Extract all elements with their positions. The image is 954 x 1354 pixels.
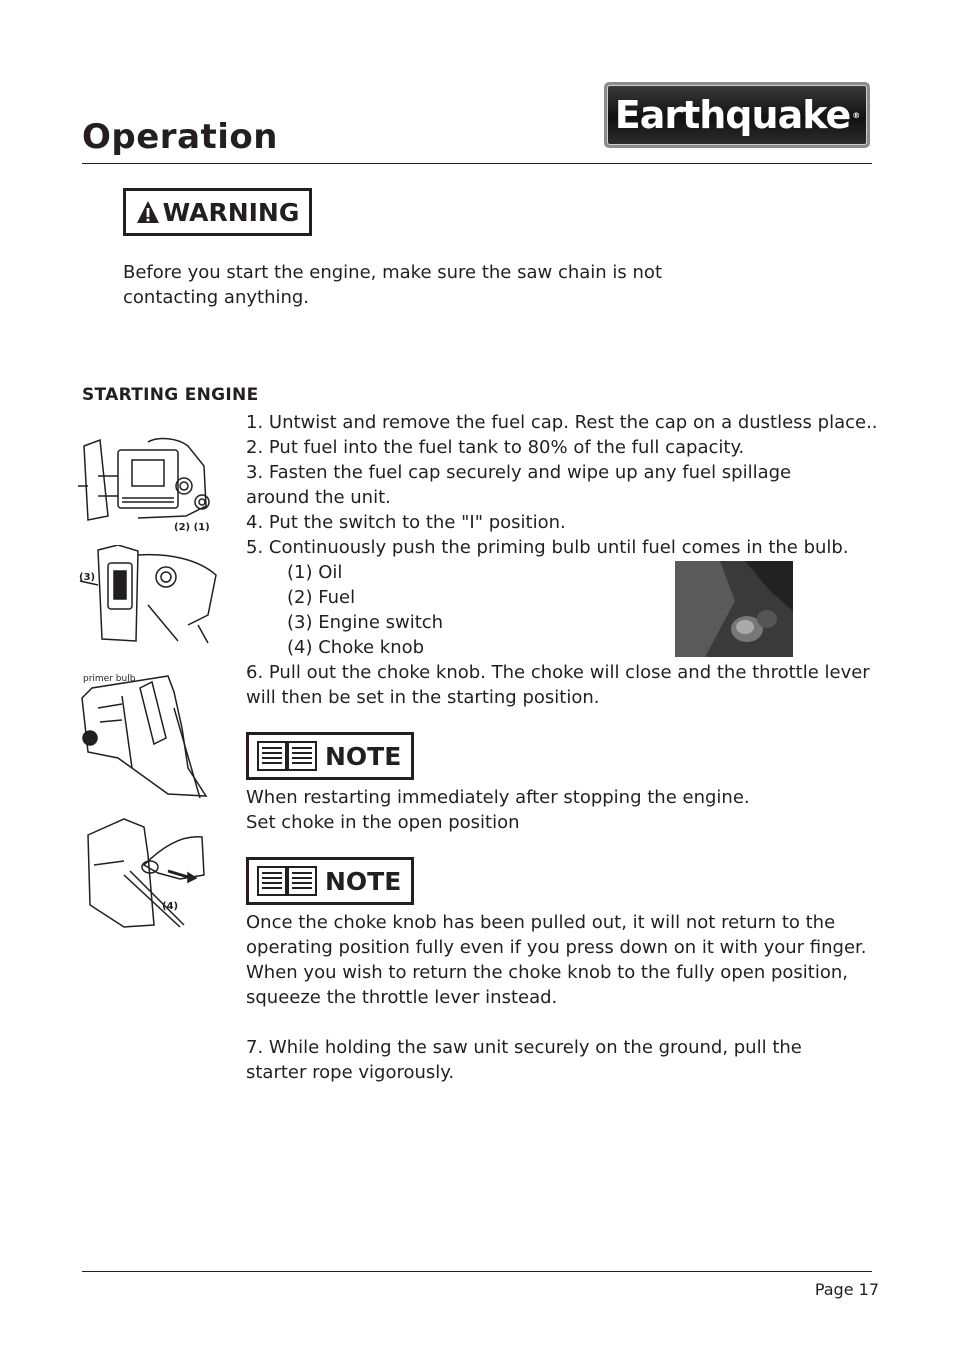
step-line: 2. Put fuel into the fuel tank to 80% of the full capacity.: [246, 437, 745, 458]
page-number: Page 17: [814, 1280, 879, 1299]
warning-badge: [123, 188, 312, 236]
parts-item: (4) Choke knob: [287, 637, 425, 658]
warning-label: WARNING: [162, 197, 300, 227]
page-title: Operation: [82, 117, 278, 157]
warning-text: [123, 260, 683, 310]
logo-text: Earthquake: [614, 93, 851, 137]
footer-divider: [82, 1271, 872, 1272]
section-heading: STARTING ENGINE: [82, 385, 259, 405]
open-book-icon: [257, 866, 317, 896]
brand-logo: [604, 82, 870, 148]
step-line: 3. Fasten the fuel cap securely and wipe up any fuel spillage: [246, 462, 792, 483]
steps-list: [246, 410, 876, 710]
note-text: [246, 785, 876, 835]
choke-knob-diagram: [84, 815, 206, 933]
note-label: NOTE: [325, 866, 402, 896]
logo-registered-mark: ®: [852, 110, 860, 120]
parts-item: (3) Engine switch: [287, 612, 444, 633]
step-line: 7. While holding the saw unit securely on the ground, pull the: [246, 1037, 802, 1058]
note-label: NOTE: [325, 741, 402, 771]
fig1-label: (2) (1): [174, 522, 210, 532]
parts-item: (2) Fuel: [287, 587, 356, 608]
note-line: Set choke in the open position: [246, 812, 520, 833]
step-line: around the unit.: [246, 487, 391, 508]
step-line: 1. Untwist and remove the fuel cap. Rest the cap on a dustless place..: [246, 412, 878, 433]
primer-bulb-diagram: [78, 668, 210, 800]
note-line: operating position fully even if you press down on it with your finger.: [246, 937, 867, 958]
parts-item: (1) Oil: [287, 562, 343, 583]
note-line: squeeze the throttle lever instead.: [246, 987, 558, 1008]
fig4-label: (4): [162, 901, 179, 912]
fuel-oil-cap-diagram: [78, 436, 220, 532]
engine-switch-diagram: [78, 545, 220, 645]
warning-line: contacting anything.: [123, 287, 310, 308]
note-line: Once the choke knob has been pulled out, it will not return to the: [246, 912, 836, 933]
choke-knob-photo: [675, 561, 793, 657]
step-line: 4. Put the switch to the "I" position.: [246, 512, 566, 533]
fig3-label: primer bulb: [83, 674, 136, 684]
note-badge: [246, 857, 414, 905]
step-line: 5. Continuously push the priming bulb until fuel comes in the bulb.: [246, 537, 849, 558]
warning-triangle-icon: [136, 200, 160, 224]
note-line: When you wish to return the choke knob to the fully open position,: [246, 962, 848, 983]
note-badge: [246, 732, 414, 780]
open-book-icon: [257, 741, 317, 771]
step-line: 6. Pull out the choke knob. The choke will close and the throttle lever: [246, 662, 870, 683]
warning-line: Before you start the engine, make sure the saw chain is not: [123, 262, 662, 283]
note-text: [246, 910, 876, 1010]
step-line: will then be set in the starting position.: [246, 687, 600, 708]
note-line: When restarting immediately after stopping the engine.: [246, 787, 750, 808]
step7-text: [246, 1035, 876, 1085]
fig2-label: (3): [79, 572, 96, 583]
step-line: starter rope vigorously.: [246, 1062, 455, 1083]
header-divider: [82, 163, 872, 164]
